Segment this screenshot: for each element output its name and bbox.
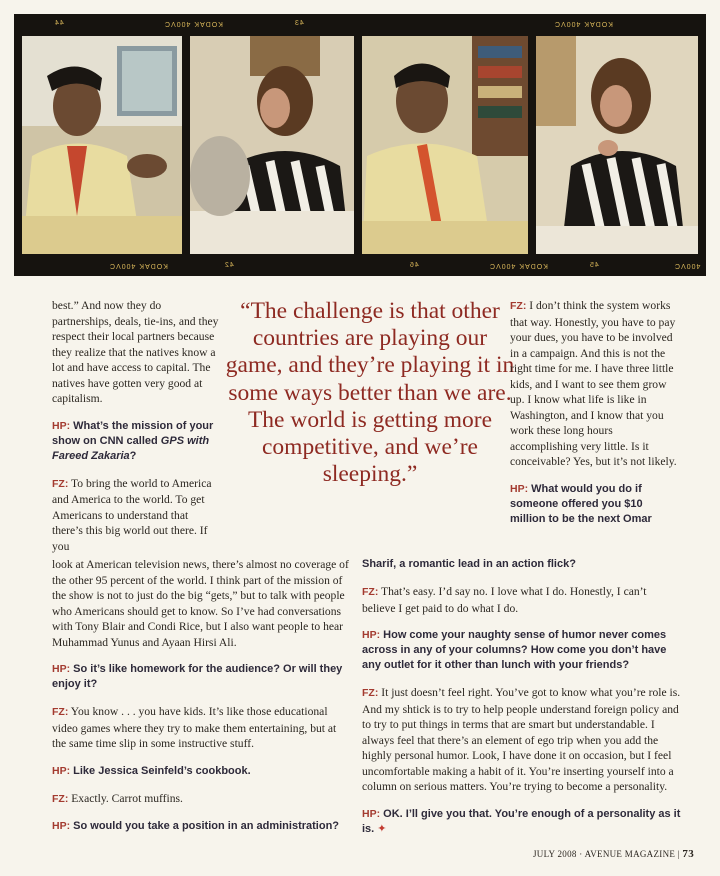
pull-quote: “The challenge is that other countries are playing our game, and they’re playing it in some ways better than we are. The world is getting more competitive, and we’re sleeping.” [225,298,515,488]
photo-man-smiling [362,36,528,254]
page-footer [533,848,694,860]
edge-label: 46 [409,262,419,269]
answer-paragraph [52,791,352,808]
speaker-hp: HP: [52,419,71,432]
question-paragraph [362,628,682,673]
edge-label: 45 [589,262,599,269]
answer-paragraph [362,584,682,616]
answer-paragraph [52,476,220,555]
answer-text: It just doesn’t feel right. You’ve got to know what you’re role is. And my shtick is to try to help people understand foreign policy and to try to put things in terms that are smart but understandable. I always feel that there’s an element of ego trip when you add the highly personal humor. Look, I have done it on occasion, but I feel uncomfortable making a habit of it. You’re inserting yourself into a column on serious matters. You’re trying to become a personality. [362,686,681,793]
question-text: What’s the mission of your show on CNN called [52,419,214,447]
footer-issue: JULY 2008 · AVENUE MAGAZINE | [532,849,683,859]
question-continuation: Sharif, a romantic lead in an action flick? [362,558,576,570]
page-number: 73 [682,848,694,860]
speaker-fz: FZ: [52,477,69,490]
answer-text: I don’t think the system works that way. Honestly, you have to pay your dues, you have to be involved in a campaign. And this is not the right time for me. I have three little kids, and I want to see them grow up. I know what life is like in Washington, and I know that you work these long hours accomplishing very little. Is it conceivable? Yes, but it’s not likely. [510,299,677,468]
speaker-hp: HP: [52,820,71,832]
question-end: ? [129,449,137,462]
film-edge-bottom [14,256,706,276]
question-text: OK. I’ll give you that. You’re enough of a personality as it is. [362,807,681,835]
bottom-left-column [52,557,352,846]
question-paragraph [52,662,352,692]
edge-label: 44 [54,20,64,27]
edge-label: KODAK 400VC [109,262,168,269]
edge-label: KODAK 400VC [489,262,548,269]
speaker-fz: FZ: [510,300,527,312]
answer-text: That’s easy. I’d say no. I love what I do. Honestly, I can’t believe I get paid to do what I do. [362,585,647,615]
question-paragraph [52,419,220,464]
edge-label: 43 [294,20,304,27]
answer-paragraph [362,685,682,795]
edge-label: KODAK 400VC [554,20,613,27]
question-text: So it’s like homework for the audience? Or will they enjoy it? [52,663,343,690]
speaker-fz: FZ: [52,792,69,805]
bottom-right-column [362,557,682,849]
answer-paragraph [510,298,680,470]
question-text: How come your naughty sense of humor never comes across in any of your columns? How come you don’t have any outlet for it other than lunch with your friends? [362,629,667,671]
speaker-fz: FZ: [362,687,379,699]
speaker-hp: HP: [52,764,71,777]
speaker-fz: FZ: [52,706,69,718]
answer-text: You know . . . you have kids. It’s like those educational video games where they try to make them entertaining, but at the same time slip in some instructive stuff. [52,705,337,750]
film-edge-top [14,14,706,34]
qa-list [362,584,682,837]
speaker-hp: HP: [362,629,381,641]
answer-text: To bring the world to America and America to the world. To get Americans to understand that there’s this big world out there. If you [52,476,212,553]
speaker-hp: HP: [52,663,71,675]
question-paragraph [52,819,352,834]
film-strip [14,14,706,276]
answer-text: Exactly. Carrot muffins. [68,791,183,805]
speaker-hp: HP: [510,482,529,495]
left-column [52,298,220,554]
answer-paragraph: best.” And now they do partnerships, deals, tie-ins, and they respect their local partners because they realize that the natives know a lot and have access to capital. The natives have gotten very good at capitalism. [52,299,219,405]
end-mark-icon: ✦ [377,822,387,835]
qa-list [52,662,352,834]
question-paragraph [52,764,352,779]
show-title: GPS with Fareed Zakaria [52,434,210,462]
edge-label: 42 [224,262,234,269]
edge-label: KODAK 400VC [164,20,223,27]
answer-continuation: look at American television news, there’s almost no coverage of the other 95 percent of the world. I think part of the mission of the show is not to just do the big “gets,” but to talk with people who Americans should get to know. So I’ve had conversations with Tony Blair and Condi Rice, but I also want people to hear Muhammad Yunus and Ayaan Hirsi Ali. [52,558,349,649]
question-paragraph [362,807,682,837]
question-text: What would you do if someone offered you $10 million to be the next Omar [510,482,652,525]
question-paragraph [510,482,680,527]
photo-man-gesturing [22,36,182,254]
edge-label: 400VC [674,262,701,269]
photo-woman-thinking [536,36,698,254]
speaker-fz: FZ: [362,586,379,598]
answer-paragraph [52,704,352,752]
speaker-hp: HP: [362,807,381,820]
right-column [510,298,680,527]
question-text: Like Jessica Seinfeld’s cookbook. [70,764,251,777]
photo-woman-listening [190,36,354,254]
question-text: So would you take a position in an administration? [70,820,340,832]
